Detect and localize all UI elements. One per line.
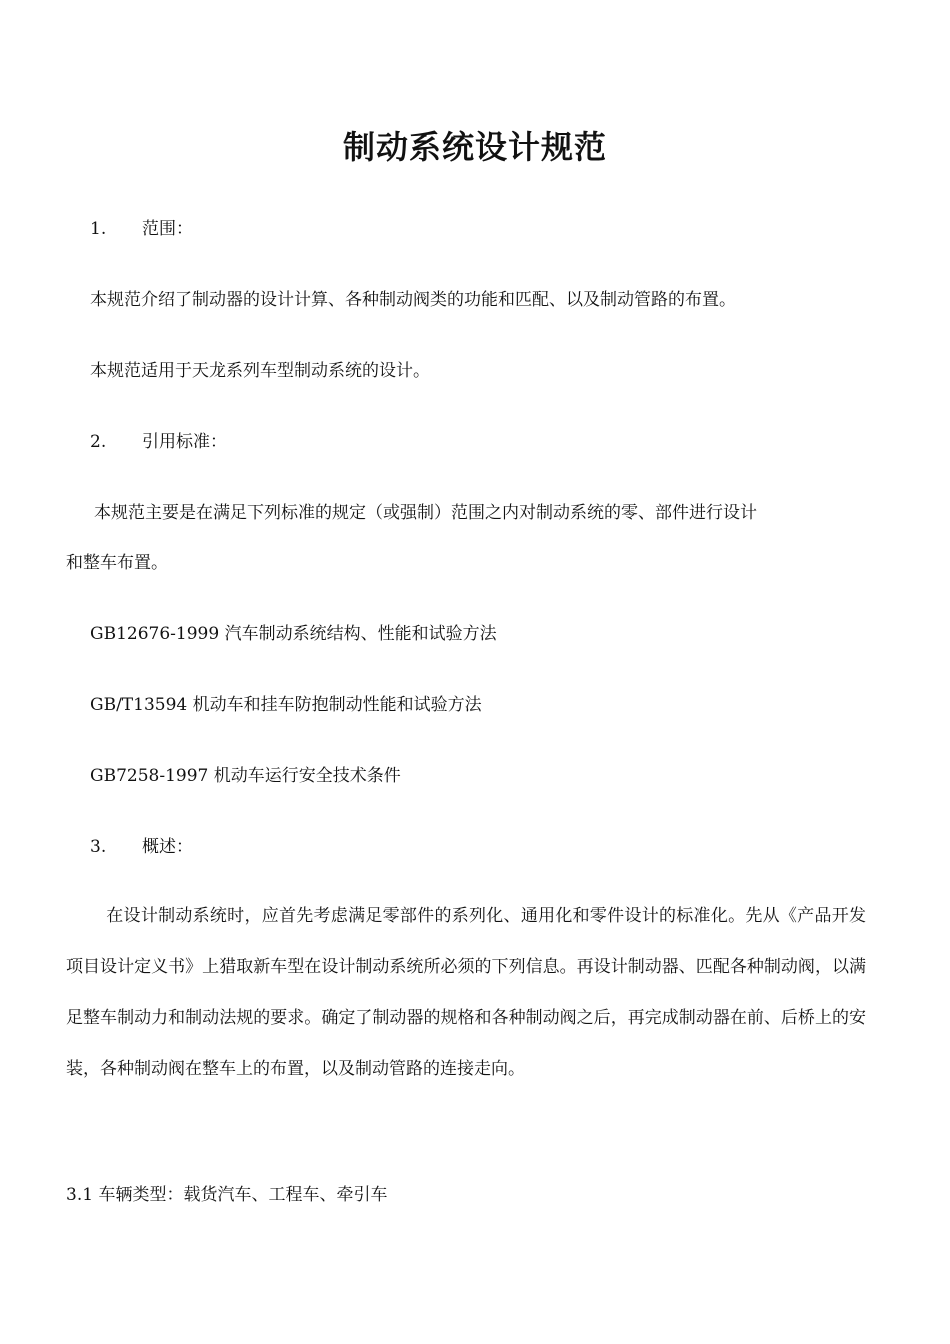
section-heading-overview (90, 834, 193, 860)
standards-intro-line-2: 和整车布置。 (66, 553, 168, 573)
standard-item: GB/T13594 机动车和挂车防抱制动性能和试验方法 (90, 695, 482, 715)
section-title: 引用标准： (142, 432, 227, 452)
section-heading-references (90, 429, 227, 455)
section-title: 概述： (142, 837, 193, 857)
scope-paragraph-2: 本规范适用于天龙系列车型制动系统的设计。 (90, 361, 430, 381)
subsection-vehicle-type: 3.1 车辆类型：载货汽车、工程车、牵引车 (66, 1185, 388, 1205)
section-number: 2. (90, 432, 107, 452)
overview-paragraph-text: 在设计制动系统时，应首先考虑满足零部件的系列化、通用化和零件设计的标准化。先从《产品开发项目设计定义书》上猎取新车型在设计制动系统所必须的下列信息。再设计制动器、匹配各种制动阀，以满足整车制动力和制动法规的要求。确定了制动器的规格和各种制动阀之后，再完成制动器在前、后桥上的安装，各种制动阀在整车上的布置，以及制动管路的连接走向。 (66, 906, 866, 1079)
scope-paragraph-1: 本规范介绍了制动器的设计计算、各种制动阀类的功能和匹配、以及制动管路的布置。 (90, 290, 736, 310)
section-title: 范围： (142, 219, 193, 239)
standard-item: GB12676-1999 汽车制动系统结构、性能和试验方法 (90, 624, 497, 644)
standard-item: GB7258-1997 机动车运行安全技术条件 (90, 766, 401, 786)
standards-intro-line-1: 本规范主要是在满足下列标准的规定（或强制）范围之内对制动系统的零、部件进行设计 (94, 503, 757, 523)
section-number: 1. (90, 219, 107, 239)
section-heading-scope (90, 216, 193, 242)
document-title: 制动系统设计规范 (342, 128, 607, 166)
section-number: 3. (90, 837, 107, 857)
overview-paragraph (66, 891, 866, 1095)
